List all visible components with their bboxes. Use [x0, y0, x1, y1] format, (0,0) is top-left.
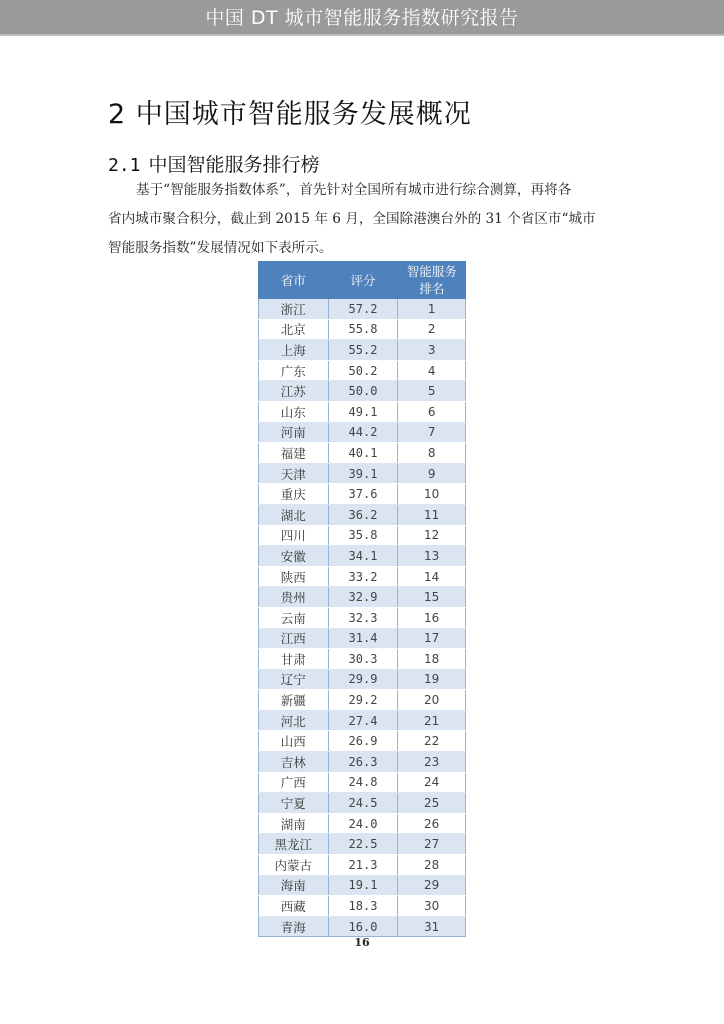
- cell-score: 55.8: [328, 319, 398, 340]
- running-header: 中国 DT 城市智能服务指数研究报告: [0, 0, 724, 36]
- cell-score: 33.2: [328, 566, 398, 587]
- table-row: [259, 649, 466, 670]
- cell-score: 22.5: [328, 834, 398, 855]
- page-number: 16: [354, 936, 370, 949]
- section-title-text: 中国智能服务排行榜: [148, 154, 320, 176]
- cell-score: 26.3: [328, 752, 398, 773]
- cell-score: 44.2: [328, 422, 398, 443]
- cell-score: 27.4: [328, 710, 398, 731]
- table-row: [259, 319, 466, 340]
- cell-rank: 8: [398, 443, 466, 464]
- cell-province: 天津: [259, 463, 329, 484]
- cell-rank: 12: [398, 525, 466, 546]
- table-header-row: [259, 261, 466, 299]
- cell-score: 37.6: [328, 484, 398, 505]
- table-row: [259, 381, 466, 402]
- cell-province: 青海: [259, 916, 329, 937]
- cell-province: 西藏: [259, 896, 329, 917]
- cell-province: 江西: [259, 628, 329, 649]
- cell-score: 32.9: [328, 587, 398, 608]
- cell-score: 16.0: [328, 916, 398, 937]
- cell-rank: 24: [398, 772, 466, 793]
- table-row: [259, 710, 466, 731]
- cell-province: 河南: [259, 422, 329, 443]
- cell-rank: 3: [398, 340, 466, 361]
- cell-score: 35.8: [328, 525, 398, 546]
- cell-rank: 9: [398, 463, 466, 484]
- cell-province: 甘肃: [259, 649, 329, 670]
- table-row: [259, 443, 466, 464]
- table-row: [259, 793, 466, 814]
- cell-score: 21.3: [328, 855, 398, 876]
- table-row: [259, 463, 466, 484]
- cell-score: 31.4: [328, 628, 398, 649]
- cell-province: 四川: [259, 525, 329, 546]
- cell-rank: 23: [398, 752, 466, 773]
- cell-province: 重庆: [259, 484, 329, 505]
- cell-province: 江苏: [259, 381, 329, 402]
- cell-province: 北京: [259, 319, 329, 340]
- cell-rank: 28: [398, 855, 466, 876]
- table-row: [259, 813, 466, 834]
- cell-rank: 15: [398, 587, 466, 608]
- paragraph-line-3: 智能服务指数”发展情况如下表所示。: [108, 240, 333, 256]
- cell-score: 36.2: [328, 504, 398, 525]
- table-row: [259, 360, 466, 381]
- chapter-title: 2 中国城市智能服务发展概况: [108, 99, 472, 130]
- table-row: [259, 916, 466, 937]
- table-row: [259, 340, 466, 361]
- header-province: 省市: [259, 261, 329, 299]
- cell-score: 39.1: [328, 463, 398, 484]
- cell-rank: 14: [398, 566, 466, 587]
- cell-score: 50.0: [328, 381, 398, 402]
- header-rank: [398, 261, 466, 299]
- cell-rank: 5: [398, 381, 466, 402]
- cell-province: 浙江: [259, 299, 329, 319]
- table-row: [259, 525, 466, 546]
- cell-province: 福建: [259, 443, 329, 464]
- cell-score: 40.1: [328, 443, 398, 464]
- paragraph-line-2: 省内城市聚合积分，截止到 2015 年 6 月，全国除港澳台外的 31 个省区市“城市: [108, 211, 596, 227]
- table-row: [259, 587, 466, 608]
- table-row: [259, 669, 466, 690]
- cell-rank: 22: [398, 731, 466, 752]
- cell-rank: 6: [398, 401, 466, 422]
- table-row: [259, 422, 466, 443]
- cell-score: 19.1: [328, 875, 398, 896]
- cell-rank: 21: [398, 710, 466, 731]
- cell-rank: 10: [398, 484, 466, 505]
- cell-province: 广西: [259, 772, 329, 793]
- cell-province: 湖北: [259, 504, 329, 525]
- cell-score: 50.2: [328, 360, 398, 381]
- cell-rank: 26: [398, 813, 466, 834]
- cell-rank: 25: [398, 793, 466, 814]
- cell-rank: 20: [398, 690, 466, 711]
- table-row: [259, 484, 466, 505]
- cell-rank: 1: [398, 299, 466, 319]
- cell-province: 广东: [259, 360, 329, 381]
- section-title: [108, 150, 320, 177]
- table-body: [259, 299, 466, 937]
- table-row: [259, 690, 466, 711]
- cell-score: 34.1: [328, 546, 398, 567]
- cell-rank: 27: [398, 834, 466, 855]
- cell-province: 河北: [259, 710, 329, 731]
- cell-rank: 13: [398, 546, 466, 567]
- table-row: [259, 401, 466, 422]
- table-row: [259, 607, 466, 628]
- cell-score: 24.8: [328, 772, 398, 793]
- cell-score: 57.2: [328, 299, 398, 319]
- table-row: [259, 875, 466, 896]
- cell-province: 内蒙古: [259, 855, 329, 876]
- cell-province: 辽宁: [259, 669, 329, 690]
- header-rank-line2: 排名: [419, 281, 445, 296]
- cell-province: 云南: [259, 607, 329, 628]
- cell-rank: 18: [398, 649, 466, 670]
- table-row: [259, 896, 466, 917]
- cell-province: 山东: [259, 401, 329, 422]
- section-number: 2.1: [108, 155, 141, 176]
- cell-province: 宁夏: [259, 793, 329, 814]
- cell-province: 山西: [259, 731, 329, 752]
- cell-rank: 19: [398, 669, 466, 690]
- table-row: [259, 772, 466, 793]
- cell-province: 海南: [259, 875, 329, 896]
- paragraph-line-1: 基于“智能服务指数体系”，首先针对全国所有城市进行综合测算，再将各: [136, 182, 572, 198]
- table-row: [259, 855, 466, 876]
- cell-score: 49.1: [328, 401, 398, 422]
- cell-score: 18.3: [328, 896, 398, 917]
- table-row: [259, 504, 466, 525]
- table-row: [259, 566, 466, 587]
- table-row: [259, 834, 466, 855]
- cell-score: 26.9: [328, 731, 398, 752]
- cell-province: 贵州: [259, 587, 329, 608]
- cell-rank: 29: [398, 875, 466, 896]
- table-row: [259, 731, 466, 752]
- cell-score: 24.5: [328, 793, 398, 814]
- cell-score: 30.3: [328, 649, 398, 670]
- cell-province: 湖南: [259, 813, 329, 834]
- header-score: 评分: [328, 261, 398, 299]
- cell-province: 陕西: [259, 566, 329, 587]
- cell-province: 上海: [259, 340, 329, 361]
- cell-rank: 31: [398, 916, 466, 937]
- header-rank-line1: 智能服务: [406, 264, 457, 279]
- cell-score: 32.3: [328, 607, 398, 628]
- cell-province: 黑龙江: [259, 834, 329, 855]
- intro-paragraph: [108, 176, 614, 263]
- table-row: [259, 752, 466, 773]
- cell-rank: 30: [398, 896, 466, 917]
- cell-province: 新疆: [259, 690, 329, 711]
- cell-rank: 2: [398, 319, 466, 340]
- cell-score: 24.0: [328, 813, 398, 834]
- cell-rank: 7: [398, 422, 466, 443]
- cell-score: 29.9: [328, 669, 398, 690]
- cell-province: 安徽: [259, 546, 329, 567]
- cell-rank: 17: [398, 628, 466, 649]
- ranking-table: [258, 261, 466, 937]
- cell-score: 29.2: [328, 690, 398, 711]
- cell-score: 55.2: [328, 340, 398, 361]
- cell-province: 吉林: [259, 752, 329, 773]
- cell-rank: 16: [398, 607, 466, 628]
- cell-rank: 4: [398, 360, 466, 381]
- cell-rank: 11: [398, 504, 466, 525]
- table-row: [259, 299, 466, 319]
- table-row: [259, 546, 466, 567]
- table-row: [259, 628, 466, 649]
